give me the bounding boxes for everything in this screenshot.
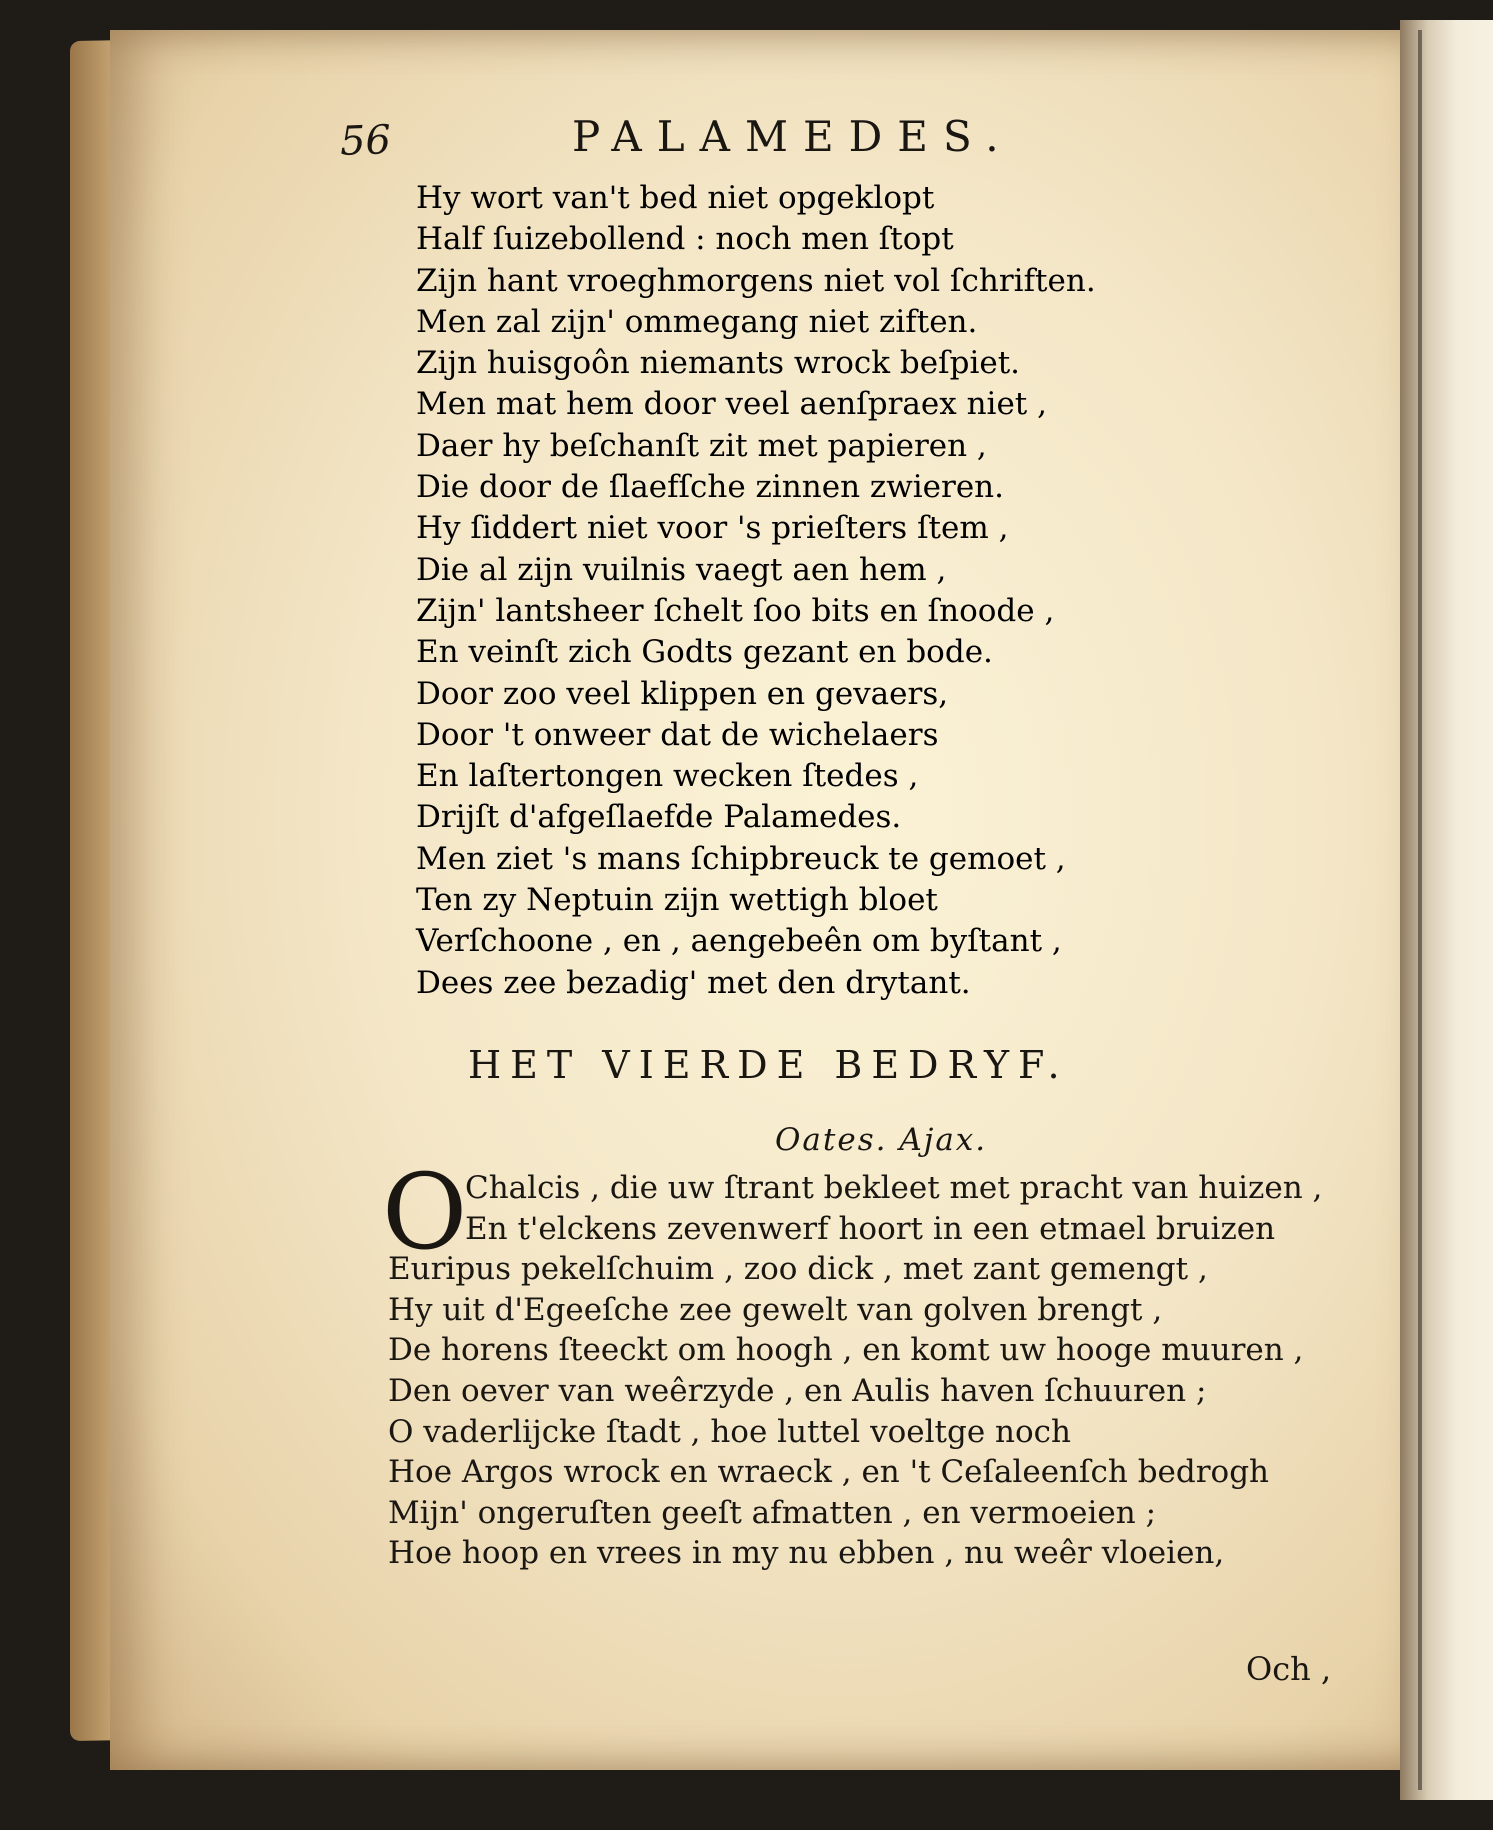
speech-line: Mijn' ongeruſten geeſt afmatten , en vermoeien ;: [388, 1494, 1157, 1531]
catchword: Och ,: [1246, 1650, 1332, 1688]
speech-line: Hy uit d'Egeeſche zee gewelt van golven brengt ,: [388, 1291, 1163, 1328]
page-number: 56: [339, 117, 392, 165]
facing-page: [1400, 20, 1493, 1800]
speech-line: Hoe Argos wrock en wraeck , en 't Ceſaleenſch bedrogh: [388, 1454, 1270, 1491]
verse-line: Men mat hem door veel aenſpraex niet ,: [416, 386, 1047, 423]
verse-line: Verſchoone , en , aengebeên om byſtant ,: [416, 923, 1062, 960]
book-gutter: [1418, 30, 1422, 1790]
speech-line: De horens ſteeckt om hoogh , en komt uw hooge muuren ,: [388, 1332, 1304, 1369]
drop-cap: O: [382, 1151, 468, 1273]
verse-line: Die al zijn vuilnis vaegt aen hem ,: [416, 551, 947, 588]
verse-line: Men ziet 's mans ſchipbreuck te gemoet ,: [416, 840, 1066, 877]
verse-line: Hy wort van't bed niet opgeklopt: [416, 180, 935, 216]
verse-block: [416, 178, 1096, 1004]
speech-line: O vaderlijcke ſtadt , hoe luttel voeltge noch: [388, 1413, 1071, 1450]
act-heading: HET VIERDE BEDRYF.: [468, 1043, 1069, 1087]
verse-line: Ten zy Neptuin zijn wettigh bloet: [416, 882, 938, 919]
running-head: PALAMEDES.: [572, 112, 1014, 161]
verse-line: Drijſt d'afgeſlaefde Palamedes.: [416, 799, 902, 836]
speech-line: En t'elckens zevenwerf hoort in een etmael bruizen: [465, 1210, 1276, 1247]
verse-line: Die door de ſlaefſche zinnen zwieren.: [416, 469, 1005, 506]
verse-line: Dees zee bezadig' met den drytant.: [416, 964, 971, 1001]
verse-line: Zijn huisgoôn niemants wrock beſpiet.: [416, 345, 1021, 382]
speech-line: Euripus pekelſchuim , zoo dick , met zant gemengt ,: [388, 1251, 1208, 1288]
verse-line: Zijn' lantsheer ſchelt ſoo bits en ſnoode ,: [416, 592, 1055, 629]
verse-line: Door zoo veel klippen en gevaers,: [416, 675, 949, 712]
speech-block: [388, 1168, 1322, 1574]
verse-line: Daer hy beſchanſt zit met papieren ,: [416, 427, 987, 464]
speech-line: Den oever van weêrzyde , en Aulis haven ſchuuren ;: [388, 1372, 1207, 1409]
speech-line: Chalcis , die uw ſtrant bekleet met pracht van huizen ,: [465, 1170, 1323, 1206]
verse-line: Hy ſiddert niet voor 's prieſters ſtem ,: [416, 510, 1009, 547]
speech-line: Hoe hoop en vrees in my nu ebben , nu weêr vloeien,: [388, 1535, 1225, 1572]
verse-line: En laſtertongen wecken ſtedes ,: [416, 758, 919, 795]
speaker-names: Oates. Ajax.: [775, 1122, 988, 1158]
verse-line: Men zal zijn' ommegang niet ziften.: [416, 303, 978, 340]
verse-line: En veinſt zich Godts gezant en bode.: [416, 634, 993, 671]
verse-line: Door 't onweer dat de wichelaers: [416, 716, 939, 753]
verse-line: Half ſuizebollend : noch men ſtopt: [416, 221, 954, 258]
verse-line: Zijn hant vroeghmorgens niet vol ſchriften.: [416, 262, 1096, 299]
